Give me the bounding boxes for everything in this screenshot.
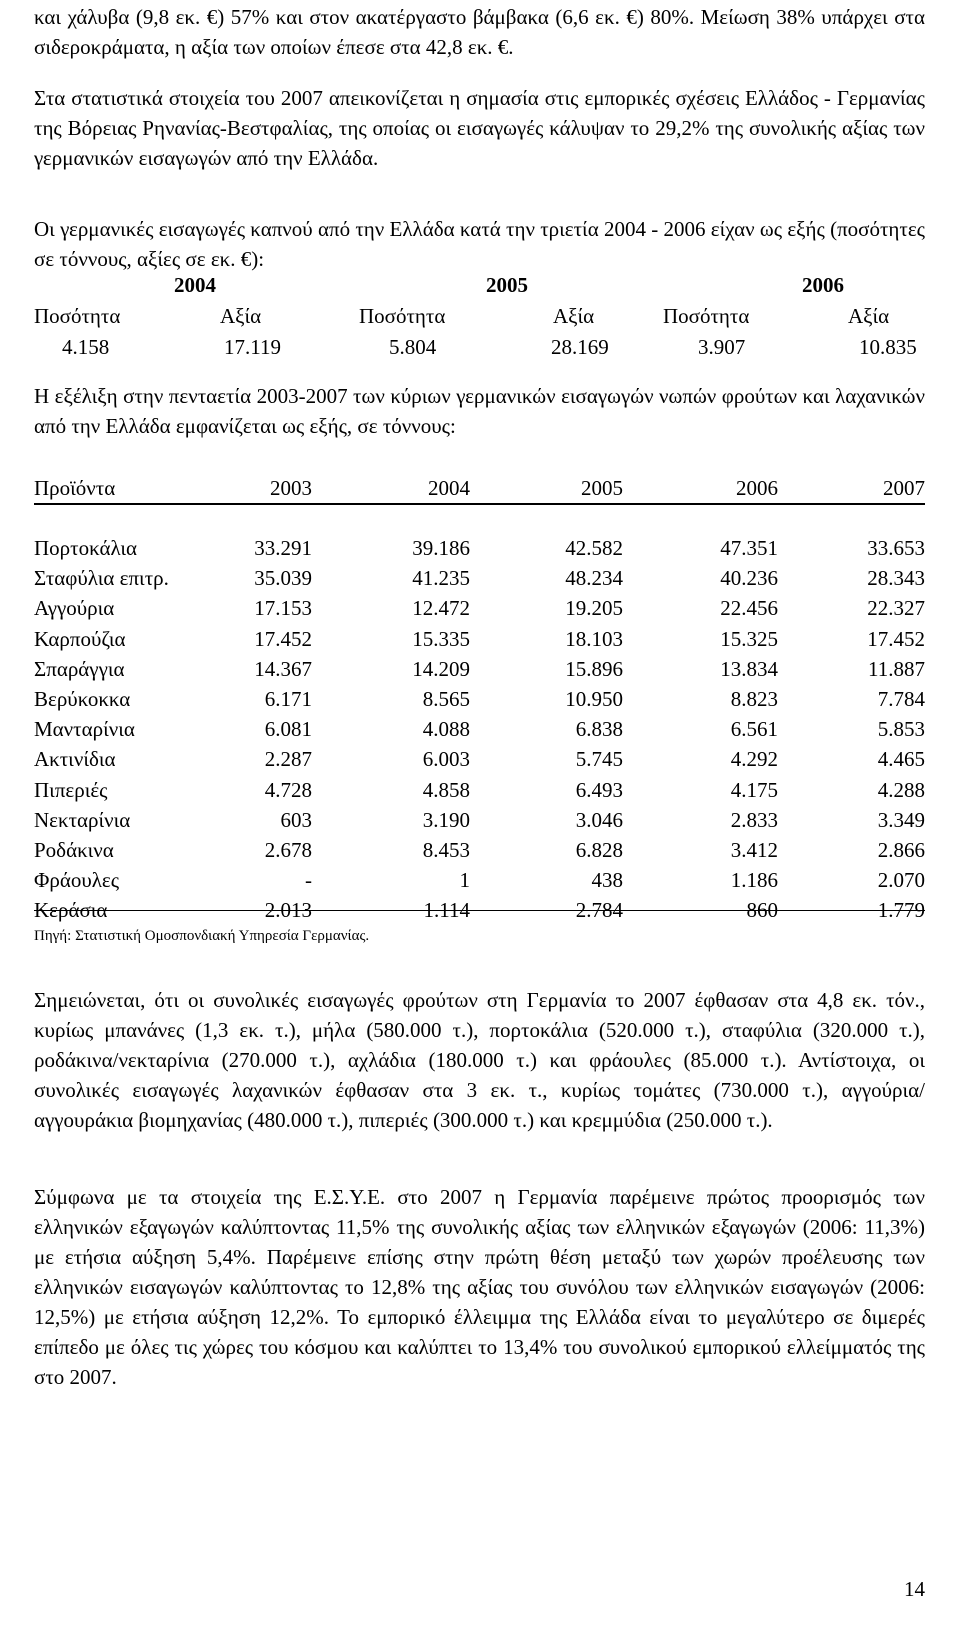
tobacco-header: Ποσότητα [34,304,121,328]
value-cell: 1.186 [730,868,778,893]
produce-header-cell: 2007 [883,476,925,500]
value-cell: 2.013 [264,898,312,923]
value-cell: 4.728 [264,777,312,802]
produce-header-cell: 2004 [428,476,470,500]
value-cell: 28.343 [867,566,925,591]
value-cell: 10.950 [565,686,623,711]
table-row [34,805,925,835]
table-row [34,533,925,563]
produce-table [34,473,925,925]
value-cell: 1 [459,868,470,893]
tobacco-value: 10.835 [859,335,917,359]
value-cell: 22.327 [867,596,925,621]
value-cell: 41.235 [412,566,470,591]
value-cell: 4.465 [877,747,925,772]
value-cell: 4.175 [730,777,778,802]
value-cell: 438 [591,868,623,893]
value-cell: 3.046 [575,807,623,832]
tobacco-year: 2005 [486,273,528,297]
tobacco-header: Αξία [553,304,595,328]
value-cell: 39.186 [412,536,470,560]
value-cell: 1.779 [877,898,925,923]
value-cell: 3.349 [877,807,925,832]
product-name-cell: Σπαράγγια [34,656,125,681]
value-cell: 7.784 [877,686,925,711]
produce-header-cell: 2003 [270,476,312,500]
value-cell: 2.070 [877,868,925,893]
product-name-cell: Νεκταρίνια [34,807,131,832]
value-cell: 15.896 [565,656,623,681]
product-name-cell: Φράουλες [34,868,120,893]
product-name-cell: Καρπούζια [34,626,126,651]
value-cell: 2.678 [264,837,312,862]
value-cell: 4.288 [877,777,925,802]
value-cell: 17.153 [254,596,312,621]
value-cell: 6.003 [422,747,470,772]
tobacco-header-row [34,301,925,329]
page-number: 14 [904,1577,925,1601]
tobacco-year: 2006 [802,273,844,297]
tobacco-value: 4.158 [62,335,110,359]
value-cell: 6.838 [575,717,623,742]
table-row [34,744,925,774]
tobacco-value: 28.169 [551,335,609,359]
value-cell: 22.456 [720,596,778,621]
produce-header-cell: Προϊόντα [34,476,116,500]
paragraph-tobacco-intro: Οι γερμανικές εισαγωγές καπνού από την Ελλάδα κατά την τριετία 2004 - 2006 είχαν ως εξής (ποσότητες σε τόννους, αξίες σε εκ. €): [34,217,925,271]
value-cell: 4.088 [422,717,470,742]
paragraph-steel-cotton: και χάλυβα (9,8 εκ. €) 57% και στον ακατέργαστο βάμβακα (6,6 εκ. €) 80%. Μείωση 38% υπάρχει στα σιδεροκράματα, η αξία των οποίων έπεσε στα 42,8 εκ. €. [34,5,925,59]
value-cell: 2.866 [877,837,925,862]
product-name-cell: Ακτινίδια [34,747,116,772]
table-source-note: Πηγή: Στατιστική Ομοσπονδιακή Υπηρεσία Γερμανίας. [34,928,370,944]
value-cell: 19.205 [565,596,623,621]
table-row [34,775,925,805]
produce-header-cell: 2005 [581,476,623,500]
tobacco-header: Αξία [220,304,262,328]
value-cell: 6.171 [264,686,312,711]
tobacco-value: 5.804 [389,335,437,359]
value-cell: 6.081 [264,717,312,742]
value-cell: 47.351 [720,536,778,560]
value-cell: 5.745 [575,747,623,772]
table-row [34,835,925,865]
tobacco-value: 3.907 [698,335,746,359]
value-cell: 2.833 [730,807,778,832]
table-bottom-rule [34,910,925,911]
product-name-cell: Πορτοκάλια [34,536,138,560]
tobacco-year: 2004 [174,273,216,297]
value-cell: - [305,868,312,893]
tobacco-value-row [34,332,925,360]
table-row [34,563,925,593]
value-cell: 14.209 [412,656,470,681]
tobacco-header: Ποσότητα [359,304,446,328]
value-cell: 8.565 [422,686,470,711]
product-name-cell: Κεράσια [34,898,108,923]
value-cell: 14.367 [254,656,312,681]
product-name-cell: Ροδάκινα [34,837,114,862]
value-cell: 3.412 [730,837,778,862]
value-cell: 1.114 [423,898,470,923]
value-cell: 860 [746,898,778,923]
value-cell: 35.039 [254,566,312,591]
value-cell: 18.103 [565,626,623,651]
tobacco-year-row [34,270,925,298]
product-name-cell: Μανταρίνια [34,717,135,742]
tobacco-header: Αξία [848,304,890,328]
value-cell: 48.234 [565,566,623,591]
product-name-cell: Πιπεριές [34,777,108,802]
value-cell: 13.834 [720,656,778,681]
value-cell: 8.453 [422,837,470,862]
paragraph-esye-stats: Σύμφωνα με τα στοιχεία της Ε.Σ.Υ.Ε. στο 2007 η Γερμανία παρέμεινε πρώτος προορισμός των ελληνικών εξαγωγών καλύπτοντας 11,5% της συνολικής αξίας των ελληνικών εξαγωγών (2006: 11,3%) με ετήσια αύξηση 5,4%. Παρέμεινε επίσης στην πρώτη θέση μεταξύ των χωρών προέλευσης των ελληνικών εισαγωγών καλύπτοντας το 12,8% της αξίας του συνόλου των ελληνικών εισαγωγών (2006: 12,5%) με ετήσια αύξηση 12,2%. Το εμπορικό έλλειμμα της Ελλάδα είναι το μεγαλύτερο σε διμερές επίπεδο με όλες τις χώρες του κόσμου και καλύπτει το 13,4% του συνολικού εμπορικού ελλείμματός της στο 2007. [34,1185,925,1389]
table-row [34,684,925,714]
value-cell: 15.335 [412,626,470,651]
paragraph-nrw-relations: Στα στατιστικά στοιχεία του 2007 απεικονίζεται η σημασία στις εμπορικές σχέσεις Ελλάδος - Γερμανίας της Βόρειας Ρηνανίας-Βεστφαλίας, της οποίας οι εισαγωγές κάλυψαν το 29,2% της συνολικής αξίας των γερμανικών εισαγωγών από την Ελλάδα. [34,86,925,170]
tobacco-value: 17.119 [224,335,281,359]
value-cell: 33.291 [254,536,312,560]
table-row [34,865,925,895]
value-cell: 4.858 [422,777,470,802]
value-cell: 3.190 [422,807,470,832]
value-cell: 42.582 [565,536,623,560]
value-cell: 6.561 [730,717,778,742]
paragraph-produce-intro: Η εξέλιξη στην πενταετία 2003-2007 των κύριων γερμανικών εισαγωγών νωπών φρούτων και λαχανικών από την Ελλάδα εμφανίζεται ως εξής, σε τόννους: [34,384,925,438]
value-cell: 2.784 [575,898,623,923]
value-cell: 15.325 [720,626,778,651]
value-cell: 12.472 [412,596,470,621]
value-cell: 40.236 [720,566,778,591]
table-row [34,593,925,623]
product-name-cell: Σταφύλια επιτρ. [34,566,169,591]
value-cell: 6.828 [575,837,623,862]
value-cell: 6.493 [575,777,623,802]
table-row [34,714,925,744]
table-row [34,624,925,654]
value-cell: 5.853 [877,717,925,742]
value-cell: 2.287 [264,747,312,772]
paragraph-esye-container [34,1182,925,1392]
produce-header-cell: 2006 [736,476,778,500]
product-name-cell: Αγγούρια [34,596,115,621]
tobacco-header: Ποσότητα [663,304,750,328]
paragraph-total-imports: Σημειώνεται, ότι οι συνολικές εισαγωγές φρούτων στη Γερμανία το 2007 έφθασαν στα 4,8 εκ. τόν., κυρίως μπανάνες (1,3 εκ. τ.), μήλα (580.000 τ.), πορτοκάλια (520.000 τ.), σταφύλια (320.000 τ.), ροδάκινα/νεκταρίνια (270.000 τ.), αχλάδια (180.000 τ.) και φράουλες (85.000 τ.). Αντίστοιχα, οι συνολικές εισαγωγές λαχανικών έφθασαν στα 3 εκ. τ., κυρίως τομάτες (730.000 τ.), αγγούρια/αγγουράκια βιομηχανίας (480.000 τ.), πιπεριές (300.000 τ.) και κρεμμύδια (250.000 τ.). [34,988,925,1132]
produce-table-header [34,473,925,505]
table-row [34,654,925,684]
value-cell: 17.452 [867,626,925,651]
value-cell: 11.887 [868,656,925,681]
value-cell: 8.823 [730,686,778,711]
value-cell: 33.653 [867,536,925,560]
value-cell: 603 [280,807,312,832]
value-cell: 4.292 [730,747,778,772]
produce-table-body [34,533,925,925]
product-name-cell: Βερύκοκκα [34,686,131,711]
value-cell: 17.452 [254,626,312,651]
